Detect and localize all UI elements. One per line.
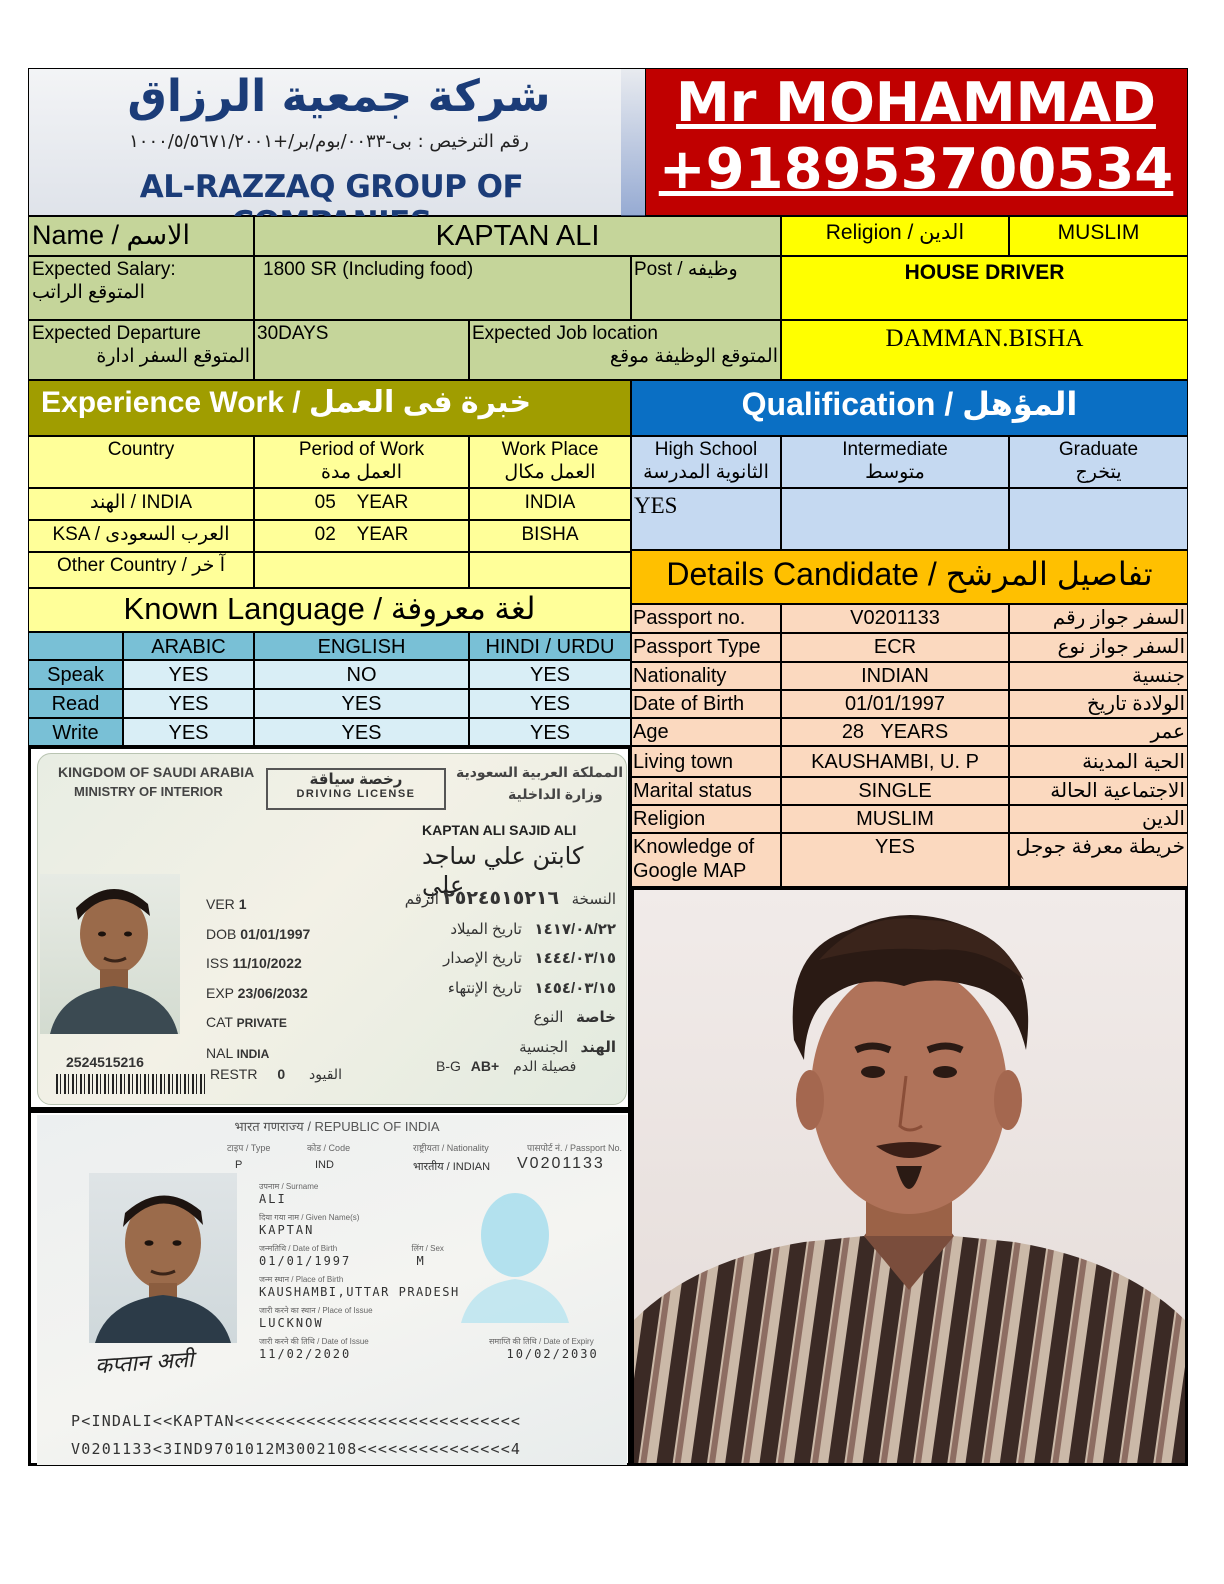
- passport-mrz: P<INDALI<<KAPTAN<<<<<<<<<<<<<<<<<<<<<<<<<<<< V0201133<3IND9701012M3002108<<<<<<<<<<<<<<<4: [71, 1412, 522, 1458]
- post-value: HOUSE DRIVER: [781, 256, 1188, 320]
- license-ministry: MINISTRY OF INTERIOR: [74, 784, 223, 799]
- experience-row-country: الهند / INDIA: [28, 488, 254, 520]
- agent-box: [645, 68, 1188, 216]
- details-row-en: Age: [631, 718, 781, 746]
- license-number: رقم الترخيص : بى-٠٠٣٣/بوم/بر/+١٠٠٠/٥/٥٦٧١/٢٠٠١: [129, 131, 529, 152]
- language-cell: YES: [123, 718, 254, 746]
- experience-row-country: Other Country / آ خر: [28, 552, 254, 588]
- experience-title: Experience Work / خبرة فى العمل: [28, 380, 631, 436]
- details-row-en: Knowledge of Google MAP: [631, 833, 781, 887]
- details-row-en: Passport no.: [631, 604, 781, 633]
- details-row-value: KAUSHAMBI, U. P: [781, 746, 1009, 777]
- details-row-en: Religion: [631, 805, 781, 833]
- details-row-ar: الدين: [1009, 805, 1188, 833]
- passport-scan: [28, 1110, 631, 1466]
- license-barcode: [56, 1074, 206, 1094]
- license-blood-group: B-G AB+ فصيلة الدم: [436, 1058, 577, 1074]
- experience-row-place: [469, 552, 631, 588]
- experience-row-period: 05 YEAR: [254, 488, 469, 520]
- language-cell: YES: [254, 718, 469, 746]
- license-country-ar: المملكة العربية السعودية: [456, 764, 623, 780]
- qualification-value-graduate: [1009, 488, 1188, 550]
- language-row-label: Read: [28, 689, 123, 718]
- license-restrictions: RESTR 0 القيود: [210, 1066, 342, 1082]
- details-row-en: Passport Type: [631, 633, 781, 662]
- details-row-value: V0201133: [781, 604, 1009, 633]
- license-face-icon: [40, 874, 180, 1034]
- details-row-ar: الولادة تاريخ: [1009, 690, 1188, 718]
- experience-row-place: BISHA: [469, 520, 631, 552]
- details-row-en: Nationality: [631, 662, 781, 690]
- job-location-label: [469, 320, 781, 380]
- license-country: KINGDOM OF SAUDI ARABIA: [58, 764, 255, 780]
- name-label: Name / الاسم: [28, 216, 254, 256]
- language-cell: YES: [123, 689, 254, 718]
- language-header-arabic: ARABIC: [123, 632, 254, 660]
- salary-label: [28, 256, 254, 320]
- language-row-label: Write: [28, 718, 123, 746]
- license-fields-ar: النسخة ٢٥٢٤٥١٥٢١٦ الرقم ١٤١٧/٠٨/٢٢ تاريخ الميلاد ١٤٤٤/٠٣/١٥ تاريخ الإصدار ١٤٥٤/٠٣/١٥ تاريخ الإنتهاء خاصة النوع الهند الجنسية: [404, 888, 616, 1056]
- details-row-en: Marital status: [631, 777, 781, 805]
- language-cell: YES: [254, 689, 469, 718]
- language-header-english: ENGLISH: [254, 632, 469, 660]
- details-row-ar: خريطة معرفة جوجل: [1009, 833, 1188, 887]
- language-cell: YES: [123, 660, 254, 689]
- language-cell: YES: [469, 689, 631, 718]
- job-location-value: DAMMAN.BISHA: [781, 320, 1188, 380]
- departure-label-ar: المتوقع السفر ادارة: [96, 345, 250, 367]
- company-name-arabic: شركة جمعية الرزاق: [127, 71, 551, 122]
- details-row-value: MUSLIM: [781, 805, 1009, 833]
- qualification-header-highschool: High School الثانوية المدرسة: [631, 436, 781, 488]
- qualification-value-highschool: YES: [631, 488, 781, 550]
- details-row-value: SINGLE: [781, 777, 1009, 805]
- passport-fields: उपनाम / Surname ALI दिया गया नाम / Given Name(s) KAPTAN जन्मतिथि / Date of Birth लिंग / Sex 01/01/1997 M जन्म स्थान / Place of Birth KAUSHAMBI,UTTAR PRADESH जारी करने का स्थान / Place of Issue LUCKNOW जारी करने की तिथि / Date of Issue समाप्ति की तिथि / Date of Expiry 11/02/2020 10/02/2030: [259, 1182, 599, 1361]
- license-title-box: [266, 768, 446, 810]
- language-cell: YES: [469, 660, 631, 689]
- license-title: DRIVING LICENSE: [296, 788, 416, 800]
- language-cell: YES: [469, 718, 631, 746]
- name-value: KAPTAN ALI: [254, 216, 781, 256]
- qualification-header-graduate: Graduate يتخرج: [1009, 436, 1188, 488]
- passport-photo: [89, 1173, 237, 1343]
- salary-value: 1800 SR (Including food): [254, 256, 631, 320]
- candidate-portrait-icon: [634, 890, 1185, 1463]
- license-holder-name: KAPTAN ALI SAJID ALI: [422, 822, 577, 838]
- job-location-label-en: Expected Job location: [472, 323, 658, 344]
- passport-signature: कप्तान अली: [94, 1347, 195, 1380]
- job-location-label-ar: المتوقع الوظيفة موقع: [609, 345, 778, 367]
- qualification-title: Qualification / المؤهل: [631, 380, 1188, 436]
- passport-republic: भारत गणराज्य / REPUBLIC OF INDIA: [234, 1119, 440, 1134]
- religion-value: MUSLIM: [1009, 216, 1188, 256]
- experience-header-place: Work Place العمل مكال: [469, 436, 631, 488]
- license-card: [37, 753, 627, 1105]
- details-row-ar: الاجتماعية الحالة: [1009, 777, 1188, 805]
- license-holder-name-ar: كابتن علي ساجد علي: [422, 843, 584, 899]
- agent-name: Mr MOHAMMAD: [676, 71, 1156, 134]
- details-row-ar: الحية المدينة: [1009, 746, 1188, 777]
- departure-label: [28, 320, 254, 380]
- qualification-value-intermediate: [781, 488, 1009, 550]
- details-row-value: YES: [781, 833, 1009, 887]
- departure-label-en: Expected Departure: [32, 323, 201, 344]
- details-row-value: ECR: [781, 633, 1009, 662]
- details-row-en: Date of Birth: [631, 690, 781, 718]
- details-title: Details Candidate / تفاصيل المرشح: [631, 550, 1188, 604]
- language-row-label: Speak: [28, 660, 123, 689]
- details-row-value: 28 YEARS: [781, 718, 1009, 746]
- agent-phone[interactable]: +918953700534: [658, 137, 1174, 202]
- details-row-ar: جنسية: [1009, 662, 1188, 690]
- details-row-value: 01/01/1997: [781, 690, 1009, 718]
- departure-value: 30DAYS: [254, 320, 469, 380]
- language-header-hindi-urdu: HINDI / URDU: [469, 632, 631, 660]
- language-cell: NO: [254, 660, 469, 689]
- language-header-blank: [28, 632, 123, 660]
- license-number: 2524515216: [66, 1054, 144, 1070]
- experience-header-country: Country: [28, 436, 254, 488]
- details-row-ar: السفر جواز رقم: [1009, 604, 1188, 633]
- salary-label-ar: المتوقع الراتب: [32, 281, 145, 303]
- experience-row-country: KSA / العرب السعودى: [28, 520, 254, 552]
- license-photo: [40, 874, 180, 1034]
- header-logo-banner: [28, 68, 645, 216]
- passport-page: भारत गणराज्य / REPUBLIC OF INDIA टाइप / Type कोड / Code राष्ट्रीयता / Nationality पासपोर्ट नं. / Passport No. P IND भारतीय / INDIAN V0201133 उपनाम / Surname ALI दिया गया नाम / Given Name(s) KAPTAN जन्मतिथि / Date of Birth लिंग / Sex 01/01/1997 M जन्म स्थान / Place of Birth KAUSHAMBI,UTTAR PRADESH जारी करने का स्थान / Place of Issue LUCKNOW जारी करने की तिथि / Date of Issue समाप्ति की तिथि / Date of Expiry 11/02/2020 10/02/2030 कप्तान अली P<INDALI<<KAPTAN<<<<<<<<<<<<<<<<<<<<<<<<<<<< V0201133<3IND9701012M3002108<<<<<<<<<<<<<<<4: [37, 1115, 627, 1465]
- driving-license-scan: [28, 746, 631, 1110]
- salary-label-en: Expected Salary:: [32, 259, 176, 280]
- details-row-en: Living town: [631, 746, 781, 777]
- experience-row-period: [254, 552, 469, 588]
- religion-label: Religion / الدين: [781, 216, 1009, 256]
- experience-header-period: Period of Work العمل مدة: [254, 436, 469, 488]
- candidate-photo: [631, 887, 1188, 1466]
- details-row-ar: عمر: [1009, 718, 1188, 746]
- passport-face-icon: [89, 1173, 237, 1343]
- language-title: Known Language / لغة معروفة: [28, 588, 631, 632]
- banner-blue-edge: [621, 69, 646, 217]
- experience-row-place: INDIA: [469, 488, 631, 520]
- license-title-ar: رخصة سياقة: [309, 771, 403, 788]
- details-row-ar: السفر جواز نوع: [1009, 633, 1188, 662]
- license-ministry-ar: وزارة الداخلية: [508, 786, 603, 802]
- experience-row-period: 02 YEAR: [254, 520, 469, 552]
- details-row-value: INDIAN: [781, 662, 1009, 690]
- post-label: Post / وظيفه: [631, 256, 781, 320]
- license-fields-en: VER 1 DOB 01/01/1997 ISS 11/10/2022 EXP 23/06/2032 CAT PRIVATE NAL INDIA: [206, 896, 311, 1061]
- company-name-english: AL-RAZZAQ GROUP OF: [139, 169, 524, 205]
- qualification-header-intermediate: Intermediate متوسط: [781, 436, 1009, 488]
